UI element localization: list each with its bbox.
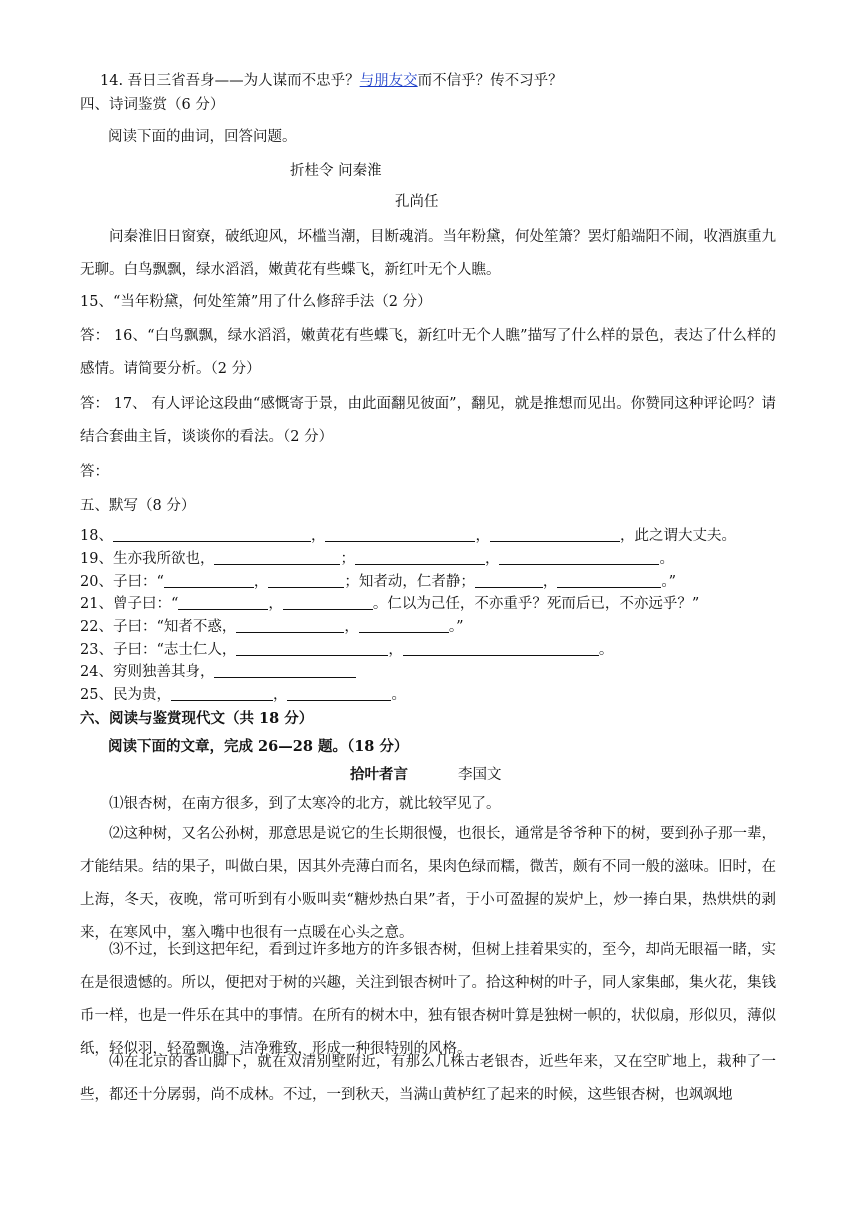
- blank-23-2[interactable]: [403, 640, 599, 656]
- question-24-text: 24、穷则独善其身，: [80, 664, 215, 680]
- section-6-heading: 六、阅读与鉴赏现代文（共 18 分）: [80, 710, 314, 727]
- question-17: [80, 388, 776, 454]
- article-paragraph-3-text: ⑶不过，长到这把年纪，看到过许多地方的许多银杏树，但树上挂着果实的，至今，却尚无眼福一睹，实在是很遗憾的。所以，便把对于树的兴趣，关注到银杏树叶了。拾这种树的叶子，同人家集邮，集火花，集钱币一样，也是一件乐在其中的事情。在所有的树木中，独有银杏树叶算是独树一帜的，状似扇，形似贝，薄似纸，轻似羽，轻盈飘逸，洁净雅致，形成一种很特别的风格。: [80, 942, 776, 1057]
- question-21: 21、曾子曰：“ ， 。仁以为己任，不亦重乎？死而后已，不亦远乎？”: [80, 596, 700, 612]
- question-19-text: 19、生亦我所欲也，: [80, 551, 215, 567]
- blank-18-3[interactable]: [490, 526, 620, 542]
- question-19: 19、生亦我所欲也， ； ， 。: [80, 551, 674, 567]
- question-17-text: 答： 17、 有人评论这段曲“感慨寄于景，由此面翻见彼面”，翻见，就是推想而见出。你赞同这种评论吗？请结合套曲主旨，谈谈你的看法。（2 分）: [80, 396, 776, 445]
- question-16: [80, 320, 776, 386]
- blank-22-1[interactable]: [236, 617, 344, 633]
- article-paragraph-4-text: ⑷在北京的香山脚下，就在双清别墅附近，有那么几株古老银杏，近些年来，又在空旷地上，栽种了一些，都还十分孱弱，尚不成林。不过，一到秋天，当满山黄栌红了起来的时候，这些银杏树，也飒飒地: [80, 1054, 776, 1103]
- section-5-heading: 五、默写（8 分）: [80, 498, 196, 514]
- article-title: 拾叶者言: [350, 766, 408, 783]
- article-paragraph-2-text: ⑵这种树，又名公孙树，那意思是说它的生长期很慢，也很长，通常是爷爷种下的树，要到孙子那一辈，才能结果。结的果子，叫做白果，因其外壳薄白而名，果肉色绿而糯，微苦，颇有不同一般的滋味。旧时，在上海，冬天，夜晚，常可听到有小贩叫卖“糖炒热白果”者，于小可盈握的炭炉上，炒一捧白果，热烘烘的剥来，在寒风中，塞入嘴中也很有一点暖在心头之意。: [80, 826, 776, 941]
- blank-20-3[interactable]: [475, 572, 543, 588]
- blank-19-3[interactable]: [499, 549, 659, 565]
- section-4-instruction: 阅读下面的曲词，回答问题。: [108, 129, 297, 145]
- question-22: 22、子曰：“知者不惑， ， 。”: [80, 619, 464, 635]
- poem-title: 折桂令 问秦淮: [290, 163, 382, 179]
- blank-19-2[interactable]: [355, 549, 485, 565]
- question-14-suffix: 而不信乎？传不习乎？: [417, 73, 563, 89]
- blank-18-2[interactable]: [325, 526, 475, 542]
- question-23: 23、子曰：“志士仁人， ， 。: [80, 642, 614, 658]
- article-paragraph-1-text: ⑴银杏树，在南方很多，到了太寒冷的北方，就比较罕见了。: [109, 796, 501, 812]
- blank-20-2[interactable]: [268, 572, 344, 588]
- question-21-text: 21、曾子曰：“: [80, 596, 179, 612]
- question-21-mid: 。仁以为己任，不亦重乎？死而后已，不亦远乎？”: [372, 596, 700, 612]
- article-header: [350, 766, 502, 785]
- blank-19-1[interactable]: [214, 549, 340, 565]
- question-18: 18、 ， ， ，此之谓大丈夫。: [80, 528, 736, 544]
- question-22-text: 22、子曰：“知者不惑，: [80, 619, 237, 635]
- blank-21-2[interactable]: [283, 594, 373, 610]
- section-6-instruction: 阅读下面的文章，完成 26—28 题。（18 分）: [108, 738, 409, 755]
- question-14-link[interactable]: 与朋友交: [359, 73, 418, 89]
- answer-label: 答：: [80, 464, 109, 480]
- blank-23-1[interactable]: [236, 640, 388, 656]
- question-20-text: 20、子曰：“: [80, 574, 164, 590]
- question-20-mid: ；知者动，仁者静；: [344, 574, 475, 590]
- blank-24-1[interactable]: [214, 662, 356, 678]
- article-paragraph-2: [80, 818, 776, 950]
- blank-20-1[interactable]: [164, 572, 254, 588]
- question-18-number: 18、: [80, 528, 113, 544]
- question-15: 15、“当年粉黛，何处笙箫”用了什么修辞手法（2 分）: [80, 294, 432, 310]
- section-4-heading: 四、诗词鉴赏（6 分）: [80, 97, 225, 113]
- blank-25-1[interactable]: [171, 685, 273, 701]
- question-18-end: ，此之谓大丈夫。: [619, 528, 736, 544]
- poem-text: [80, 221, 776, 287]
- blank-20-4[interactable]: [557, 572, 661, 588]
- question-16-text: 答： 16、“白鸟飘飘，绿水滔滔，嫩黄花有些蝶飞，新红叶无个人瞧”描写了什么样的景色，表达了什么样的感情。请简要分析。（2 分）: [80, 328, 776, 377]
- question-22-end: 。”: [448, 619, 464, 635]
- question-20-end: 。”: [661, 574, 677, 590]
- question-24: [80, 662, 356, 682]
- blank-25-2[interactable]: [287, 685, 391, 701]
- question-23-text: 23、子曰：“志士仁人，: [80, 642, 237, 658]
- question-20: 20、子曰：“ ， ；知者动，仁者静； ， 。”: [80, 574, 677, 590]
- article-paragraph-4: [80, 1046, 776, 1112]
- poem-author: 孔尚任: [395, 194, 439, 210]
- article-paragraph-1: [80, 788, 776, 821]
- question-14: [100, 72, 563, 91]
- question-14-prefix: 14. 吾日三省吾身——为人谋而不忠乎？: [100, 73, 360, 89]
- blank-21-1[interactable]: [178, 594, 268, 610]
- blank-22-2[interactable]: [359, 617, 449, 633]
- poem-text-paragraph: 问秦淮旧日窗寮，破纸迎风，坏槛当潮，目断魂消。当年粉黛，何处笙箫？罢灯船端阳不闹，收酒旗重九无聊。白鸟飘飘，绿水滔滔，嫩黄花有些蝶飞，新红叶无个人瞧。: [80, 229, 776, 278]
- question-25-end: 。: [391, 687, 406, 703]
- question-25-text: 25、民为贵，: [80, 687, 171, 703]
- question-23-end: 。: [598, 642, 614, 658]
- question-25: 25、民为贵， ， 。: [80, 687, 406, 703]
- blank-18-1[interactable]: [113, 526, 311, 542]
- question-19-end: 。: [659, 551, 674, 567]
- article-author: 李国文: [458, 767, 502, 783]
